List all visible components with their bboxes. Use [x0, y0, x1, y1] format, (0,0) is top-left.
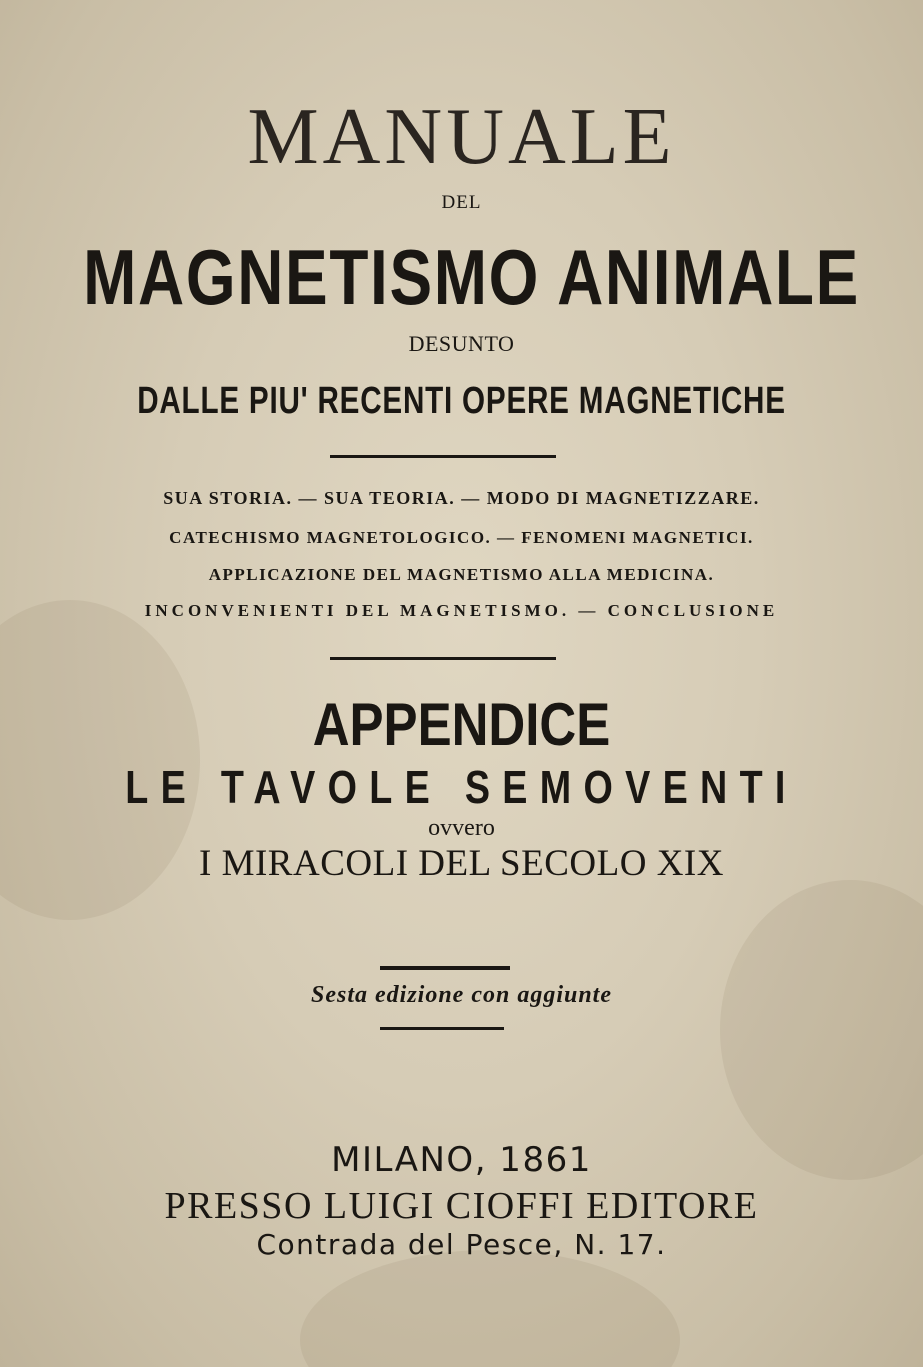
imprint-publisher: PRESSO LUIGI CIOFFI EDITORE	[164, 1185, 759, 1227]
divider-rule-3	[380, 966, 510, 970]
subject-heading: MAGNETISMO ANIMALE	[83, 233, 860, 321]
divider-rule-1	[330, 455, 556, 458]
appendix-heading: APPENDICE	[312, 691, 611, 758]
ovvero-text: ovvero	[428, 815, 495, 841]
contents-line-4: INCONVENIENTI DEL MAGNETISMO. — CONCLUSIONE	[144, 601, 779, 620]
contents-line-1: SUA STORIA. — SUA TEORIA. — MODO DI MAGNETIZZARE.	[163, 488, 760, 508]
source-line: DALLE PIU' RECENTI OPERE MAGNETICHE	[137, 380, 786, 422]
contents-line-3: APPLICAZIONE DEL MAGNETISMO ALLA MEDICINA.	[208, 565, 715, 584]
appendix-title: LE TAVOLE SEMOVENTI	[125, 761, 798, 813]
contents-line-2: CATECHISMO MAGNETOLOGICO. — FENOMENI MAGNETICI.	[169, 528, 754, 547]
imprint-address: Contrada del Pesce, N. 17.	[256, 1228, 667, 1261]
imprint-place-date: MILANO, 1861	[331, 1140, 592, 1180]
edition-note: Sesta edizione con aggiunte	[310, 982, 613, 1008]
desunto-text: DESUNTO	[408, 331, 515, 356]
book-title: MANUALE	[247, 93, 676, 181]
divider-rule-2	[330, 657, 556, 660]
divider-rule-4	[380, 1027, 504, 1030]
del-text: DEL	[441, 192, 482, 213]
appendix-subtitle: I MIRACOLI DEL SECOLO XIX	[199, 843, 724, 884]
